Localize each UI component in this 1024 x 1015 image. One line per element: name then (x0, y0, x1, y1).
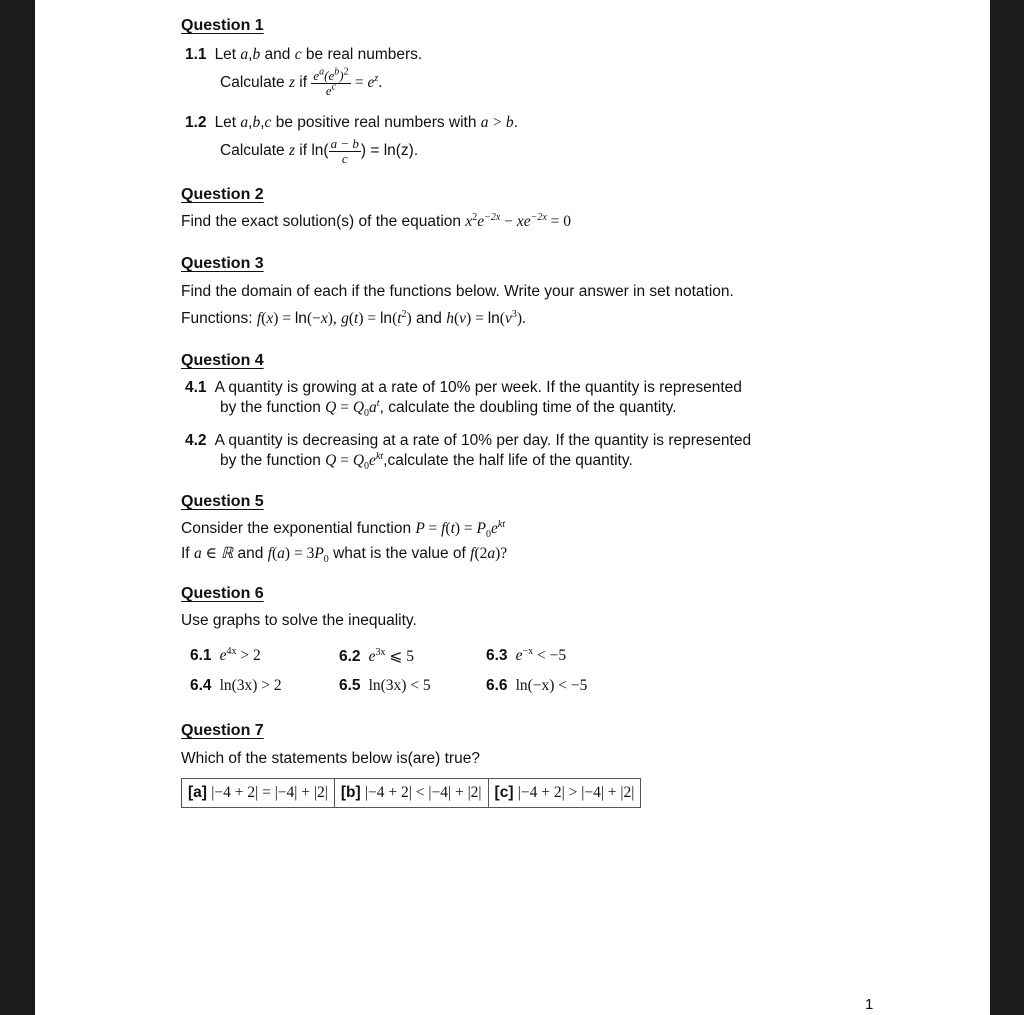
q5-text: Consider the exponential function (181, 520, 412, 537)
q2-equation: $x^2e^{-2x} - xe^{-2x} = 0$ (465, 211, 572, 230)
q2-text: Find the exact solution(s) of the equation (181, 213, 462, 230)
q1-2-calc-line (220, 136, 418, 166)
q6-5-number: 6.5 (339, 677, 361, 694)
q6-2-expr: $e^{3x}$ ⩽ 5 (368, 646, 414, 665)
page-number: 1 (865, 996, 874, 1013)
q6-item-6 (486, 677, 587, 695)
q4-2-text: A quantity is decreasing at a rate of 10% per day. If the quantity is represented (214, 432, 752, 449)
q1-2-ln-open: ln( (311, 142, 329, 160)
q1-2-var: z (288, 142, 295, 160)
q6-2-number: 6.2 (339, 648, 361, 665)
q1-1-text: Let a,b and c be real numbers. (214, 46, 423, 63)
q4-2-post: calculate the half life of the quantity. (387, 452, 633, 469)
q1-2-rhs: ) = ln(z). (360, 142, 419, 160)
question-7-heading: Question 7 (181, 722, 264, 739)
q4-2-formula: $Q = Q_0e^{kt}$ (325, 450, 384, 473)
q6-3-expr: $e^{-x} < -5$ (515, 645, 567, 664)
q5-post: what is the value of (333, 545, 466, 562)
q7-option-c-label: [c] (494, 784, 514, 801)
document-page (35, 0, 990, 1015)
q7-prompt: Which of the statements below is(are) true? (181, 750, 480, 767)
q4-1-line1 (185, 379, 742, 397)
q6-item-4 (190, 677, 282, 695)
q1-2-denominator: c (341, 151, 348, 166)
q4-2-line1 (185, 432, 751, 450)
q1-2-text: Let a,b,c be positive real numbers with a > b. (214, 114, 518, 131)
q1-1-line (185, 46, 422, 64)
q6-4-expr: ln(3x) > 2 (219, 677, 282, 694)
q1-1-if: if (299, 74, 308, 92)
question-5-heading: Question 5 (181, 493, 264, 510)
q6-1-expr: $e^{4x} > 2$ (219, 645, 261, 664)
q3-h: h (446, 310, 454, 327)
q7-option-a-label: [a] (188, 784, 207, 801)
q6-item-5 (339, 677, 431, 695)
q5-if: If (181, 545, 190, 562)
q7-option-b-statement: |−4 + 2| < |−4| + |2| (364, 784, 482, 801)
q6-3-number: 6.3 (486, 647, 508, 664)
q7-option-c-statement: |−4 + 2| > |−4| + |2| (517, 784, 635, 801)
q1-1-calc-line (220, 68, 382, 98)
q6-1-number: 6.1 (190, 647, 212, 664)
q1-1-number: 1.1 (185, 46, 207, 63)
q3-line1: Find the domain of each if the functions below. Write your answer in set notation. (181, 283, 734, 300)
q1-1-fraction (311, 68, 350, 98)
q5-line1 (181, 518, 506, 541)
q1-2-calc-word: Calculate (220, 142, 285, 160)
question-4-heading: Question 4 (181, 352, 264, 369)
q1-2-if: if (299, 142, 308, 160)
q3-f: f (256, 310, 262, 327)
q7-option-b-label: [b] (340, 784, 361, 801)
q5-line2 (181, 544, 508, 566)
q3-and: and (416, 310, 442, 327)
q6-instruction: Use graphs to solve the inequality. (181, 612, 417, 629)
q2-line (181, 213, 571, 231)
q5-cond2: $f(a) = 3P_0$ (267, 545, 329, 566)
q1-2-line (185, 114, 518, 132)
q6-item-3 (486, 647, 566, 665)
q4-1-formula: $Q = Q_0a^t$ (325, 397, 380, 420)
q5-question: f(2a)? (470, 545, 508, 562)
q6-6-expr: ln(−x) < −5 (515, 677, 588, 694)
q7-options-table (181, 778, 641, 808)
q7-option-a (182, 779, 334, 807)
q7-option-c (488, 779, 641, 807)
q4-2-number: 4.2 (185, 432, 207, 449)
question-3-heading: Question 3 (181, 255, 264, 272)
q6-4-number: 6.4 (190, 677, 212, 694)
q1-1-rhs: = $e^z$. (354, 72, 383, 92)
q6-5-expr: ln(3x) < 5 (368, 677, 431, 694)
q4-1-post: calculate the doubling time of the quantity. (388, 399, 677, 416)
q1-1-calc-word: Calculate (220, 74, 285, 92)
q5-cond1: a ∈ ℝ (193, 545, 234, 562)
q1-2-numerator: a − b (330, 136, 359, 151)
q1-2-fraction (329, 136, 361, 166)
q1-1-denominator: $e^c$ (325, 81, 337, 98)
q3-functions-label: Functions: (181, 310, 253, 327)
q1-1-numerator: $e^a(e^b)^2$ (313, 66, 349, 83)
q4-2-line2: by the function $Q = Q_0e^{kt},calculate$ the half life of the quantity. (220, 450, 633, 473)
q7-option-b (334, 779, 488, 807)
q6-6-number: 6.6 (486, 677, 508, 694)
q4-1-number: 4.1 (185, 379, 207, 396)
q6-item-2 (339, 647, 414, 666)
q1-2-number: 1.2 (185, 114, 207, 131)
q6-item-1 (190, 647, 261, 665)
question-2-heading: Question 2 (181, 186, 264, 203)
q4-1-text: A quantity is growing at a rate of 10% per week. If the quantity is represented (214, 379, 742, 396)
q3-g: g (341, 310, 349, 327)
q4-2-pre: by the function (220, 452, 321, 469)
q3-line2: Functions: f(x) = ln(−x), $g(t) = \ln(t^2)$ and $h(v) = \ln(v^3)$. (181, 308, 526, 327)
q4-1-line2: by the function $Q = Q_0a^t$, calculate the doubling time of the quantity. (220, 397, 677, 420)
question-1-heading: Question 1 (181, 17, 264, 34)
q5-and: and (237, 545, 264, 562)
question-6-heading: Question 6 (181, 585, 264, 602)
q1-1-var: z (288, 74, 295, 92)
q5-function: $P = f(t) = P_0e^{kt}$ (415, 518, 506, 541)
q7-option-a-statement: |−4 + 2| = |−4| + |2| (211, 784, 328, 801)
q4-1-pre: by the function (220, 399, 321, 416)
